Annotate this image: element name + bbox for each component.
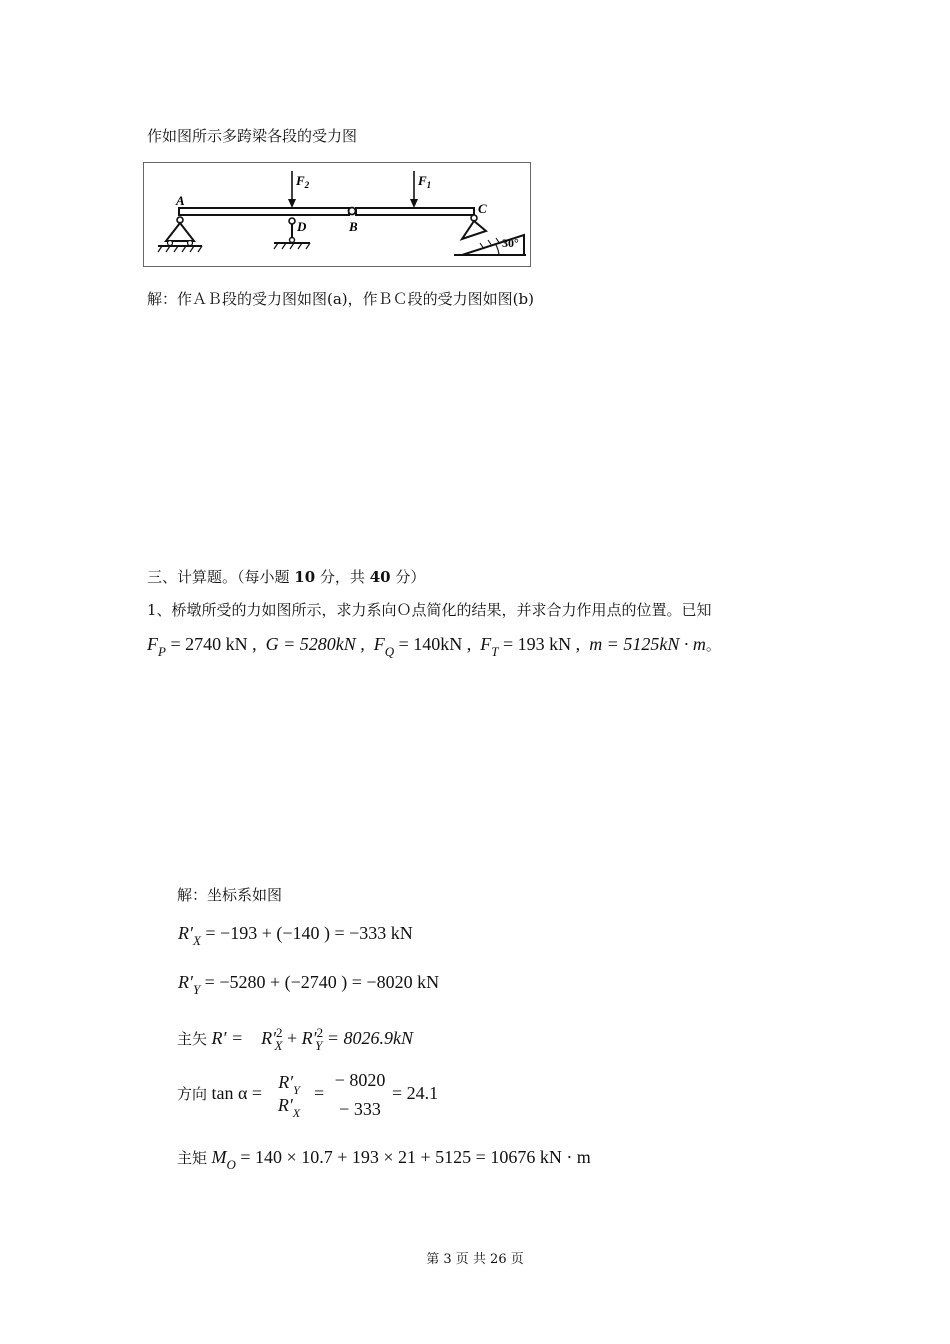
equation-rx: $R'_X = -193 + (-140$ ) = −333 kN xyxy=(178,923,413,948)
given-values: $F_P = 2740$ kN , G = 5280kN , $F_Q = 140kN$ , $F_T = 193$ kN , m = 5125kN · m。 xyxy=(147,634,721,659)
label-d: D xyxy=(297,219,307,234)
beam-bc xyxy=(356,208,474,215)
intro-text: 作如图所示多跨梁各段的受力图 xyxy=(147,127,358,145)
direction-result: = 24.1 xyxy=(392,1083,439,1103)
section-heading: 三、计算题。（每小题 10 分，共 40 分） xyxy=(147,568,426,586)
label-f2: $F_2$ xyxy=(296,173,310,190)
equation-direction: 方向 tan α = xyxy=(177,1083,263,1103)
multi-span-beam-figure xyxy=(143,162,531,267)
equation-main-vector: 主矢 R′ = $R'^2_X + R'^2_Y = 8026.9kN$ xyxy=(177,1025,413,1053)
label-c: C xyxy=(478,201,487,216)
label-a: A xyxy=(176,193,185,208)
hinge-b xyxy=(349,208,356,215)
support-d xyxy=(289,218,295,224)
page-footer: 第 3 页 共 26 页 xyxy=(426,1252,524,1267)
solution-text-1: 解：作ＡＢ段的受力图如图(a)，作ＢＣ段的受力图如图(b) xyxy=(147,290,534,308)
label-angle: 30° xyxy=(502,236,519,250)
fraction-values: − 8020 − 333 xyxy=(334,1070,386,1119)
support-a xyxy=(166,223,194,241)
fraction-ry-rx: $R'_Y$ $R'_X$ xyxy=(277,1072,301,1120)
beam-diagram xyxy=(144,163,530,266)
solution-intro: 解：坐标系如图 xyxy=(177,886,283,904)
label-b: B xyxy=(349,219,358,234)
equation-moment: 主矩 $M_O = 140 \times 10.7 + 193 \times 21 + 5125 = 10676$ kN · m xyxy=(177,1147,591,1172)
beam-ab xyxy=(179,208,349,215)
problem-statement: 1、桥墩所受的力如图所示，求力系向Ｏ点简化的结果，并求合力作用点的位置。已知 xyxy=(147,601,712,619)
equation-ry: $R'_Y = -5280 + (-2740$ ) = −8020 kN xyxy=(178,972,440,997)
label-f1: $F_1$ xyxy=(418,173,432,190)
